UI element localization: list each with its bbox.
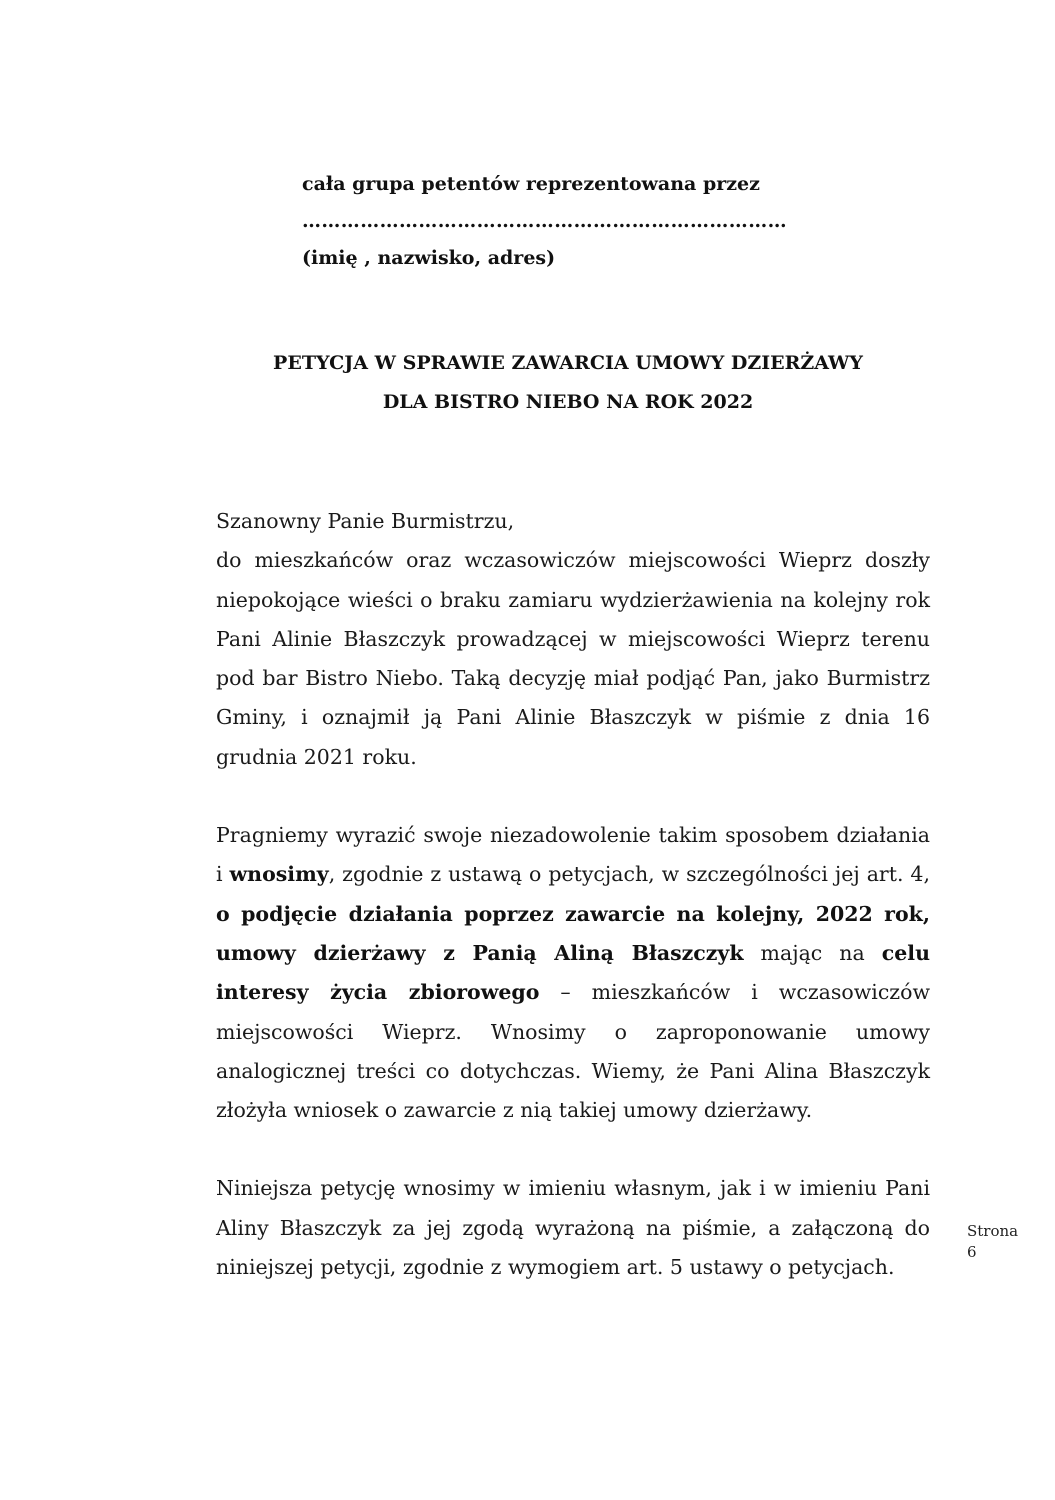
bold-phrase: wnosimy	[229, 862, 329, 887]
paragraph-1	[216, 502, 930, 777]
greeting: Szanowny Panie Burmistrzu,	[216, 509, 515, 533]
document-body	[216, 502, 930, 1287]
paragraph-2-text: mając na	[743, 940, 882, 965]
petitioner-block	[302, 166, 787, 277]
bold-phrase: celu interesy życia zbiorowego	[216, 940, 930, 1005]
petitioner-line: cała grupa petentów reprezentowana przez	[302, 173, 760, 195]
page-number	[967, 1221, 1018, 1263]
page-number-value: 6	[967, 1243, 977, 1261]
paragraph-2	[216, 816, 930, 1130]
petitioner-hint: (imię , nazwisko, adres)	[302, 247, 556, 269]
document-title	[0, 344, 1055, 422]
petitioner-dotted-line: …………………………………………………………………	[302, 210, 787, 232]
paragraph-3-text: Niniejsza petycję wnosimy w imieniu własnym, jak i w imieniu Pani Aliny Błaszczyk za jej zgodą wyrażoną na piśmie, a załączoną do niniejszej petycji, zgodnie z wymogiem art. 5 ustawy o petycjach.	[216, 1176, 930, 1280]
bold-phrase: o podjęcie działania poprzez zawarcie na kolejny, 2022 rok, umowy dzierżawy z Panią Aliną Błaszczyk	[216, 901, 930, 965]
paragraph-3	[216, 1169, 930, 1287]
title-line-1: PETYCJA W SPRAWIE ZAWARCIA UMOWY DZIERŻAWY	[273, 352, 863, 374]
paragraph-1-text: do mieszkańców oraz wczasowiczów miejscowości Wieprz doszły niepokojące wieści o braku zamiaru wydzierżawienia na kolejny rok Pani Alinie Błaszczyk prowadzącej w miejscowości Wieprz terenu pod bar Bistro Niebo. Taką decyzję miał podjąć Pan, jako Burmistrz Gminy, i oznajmił ją Pani Alinie Błaszczyk w piśmie z dnia 16 grudnia 2021 roku.	[216, 548, 930, 769]
title-line-2: DLA BISTRO NIEBO NA ROK 2022	[382, 391, 754, 413]
page-number-label: Strona	[967, 1222, 1019, 1240]
paragraph-2-text: Pragniemy wyrazić swoje niezadowolenie takim sposobem działania i	[216, 823, 930, 887]
paragraph-2-text: , zgodnie z ustawą o petycjach, w szczególności jej art. 4,	[328, 862, 930, 887]
paragraph-2-text: – mieszkańców i wczasowiczów miejscowości Wieprz. Wnosimy o zaproponowanie umowy analogicznej treści co dotychczas. Wiemy, że Pani Alina Błaszczyk złożyła wniosek o zawarcie z nią takiej umowy dzierżawy.	[216, 980, 930, 1123]
